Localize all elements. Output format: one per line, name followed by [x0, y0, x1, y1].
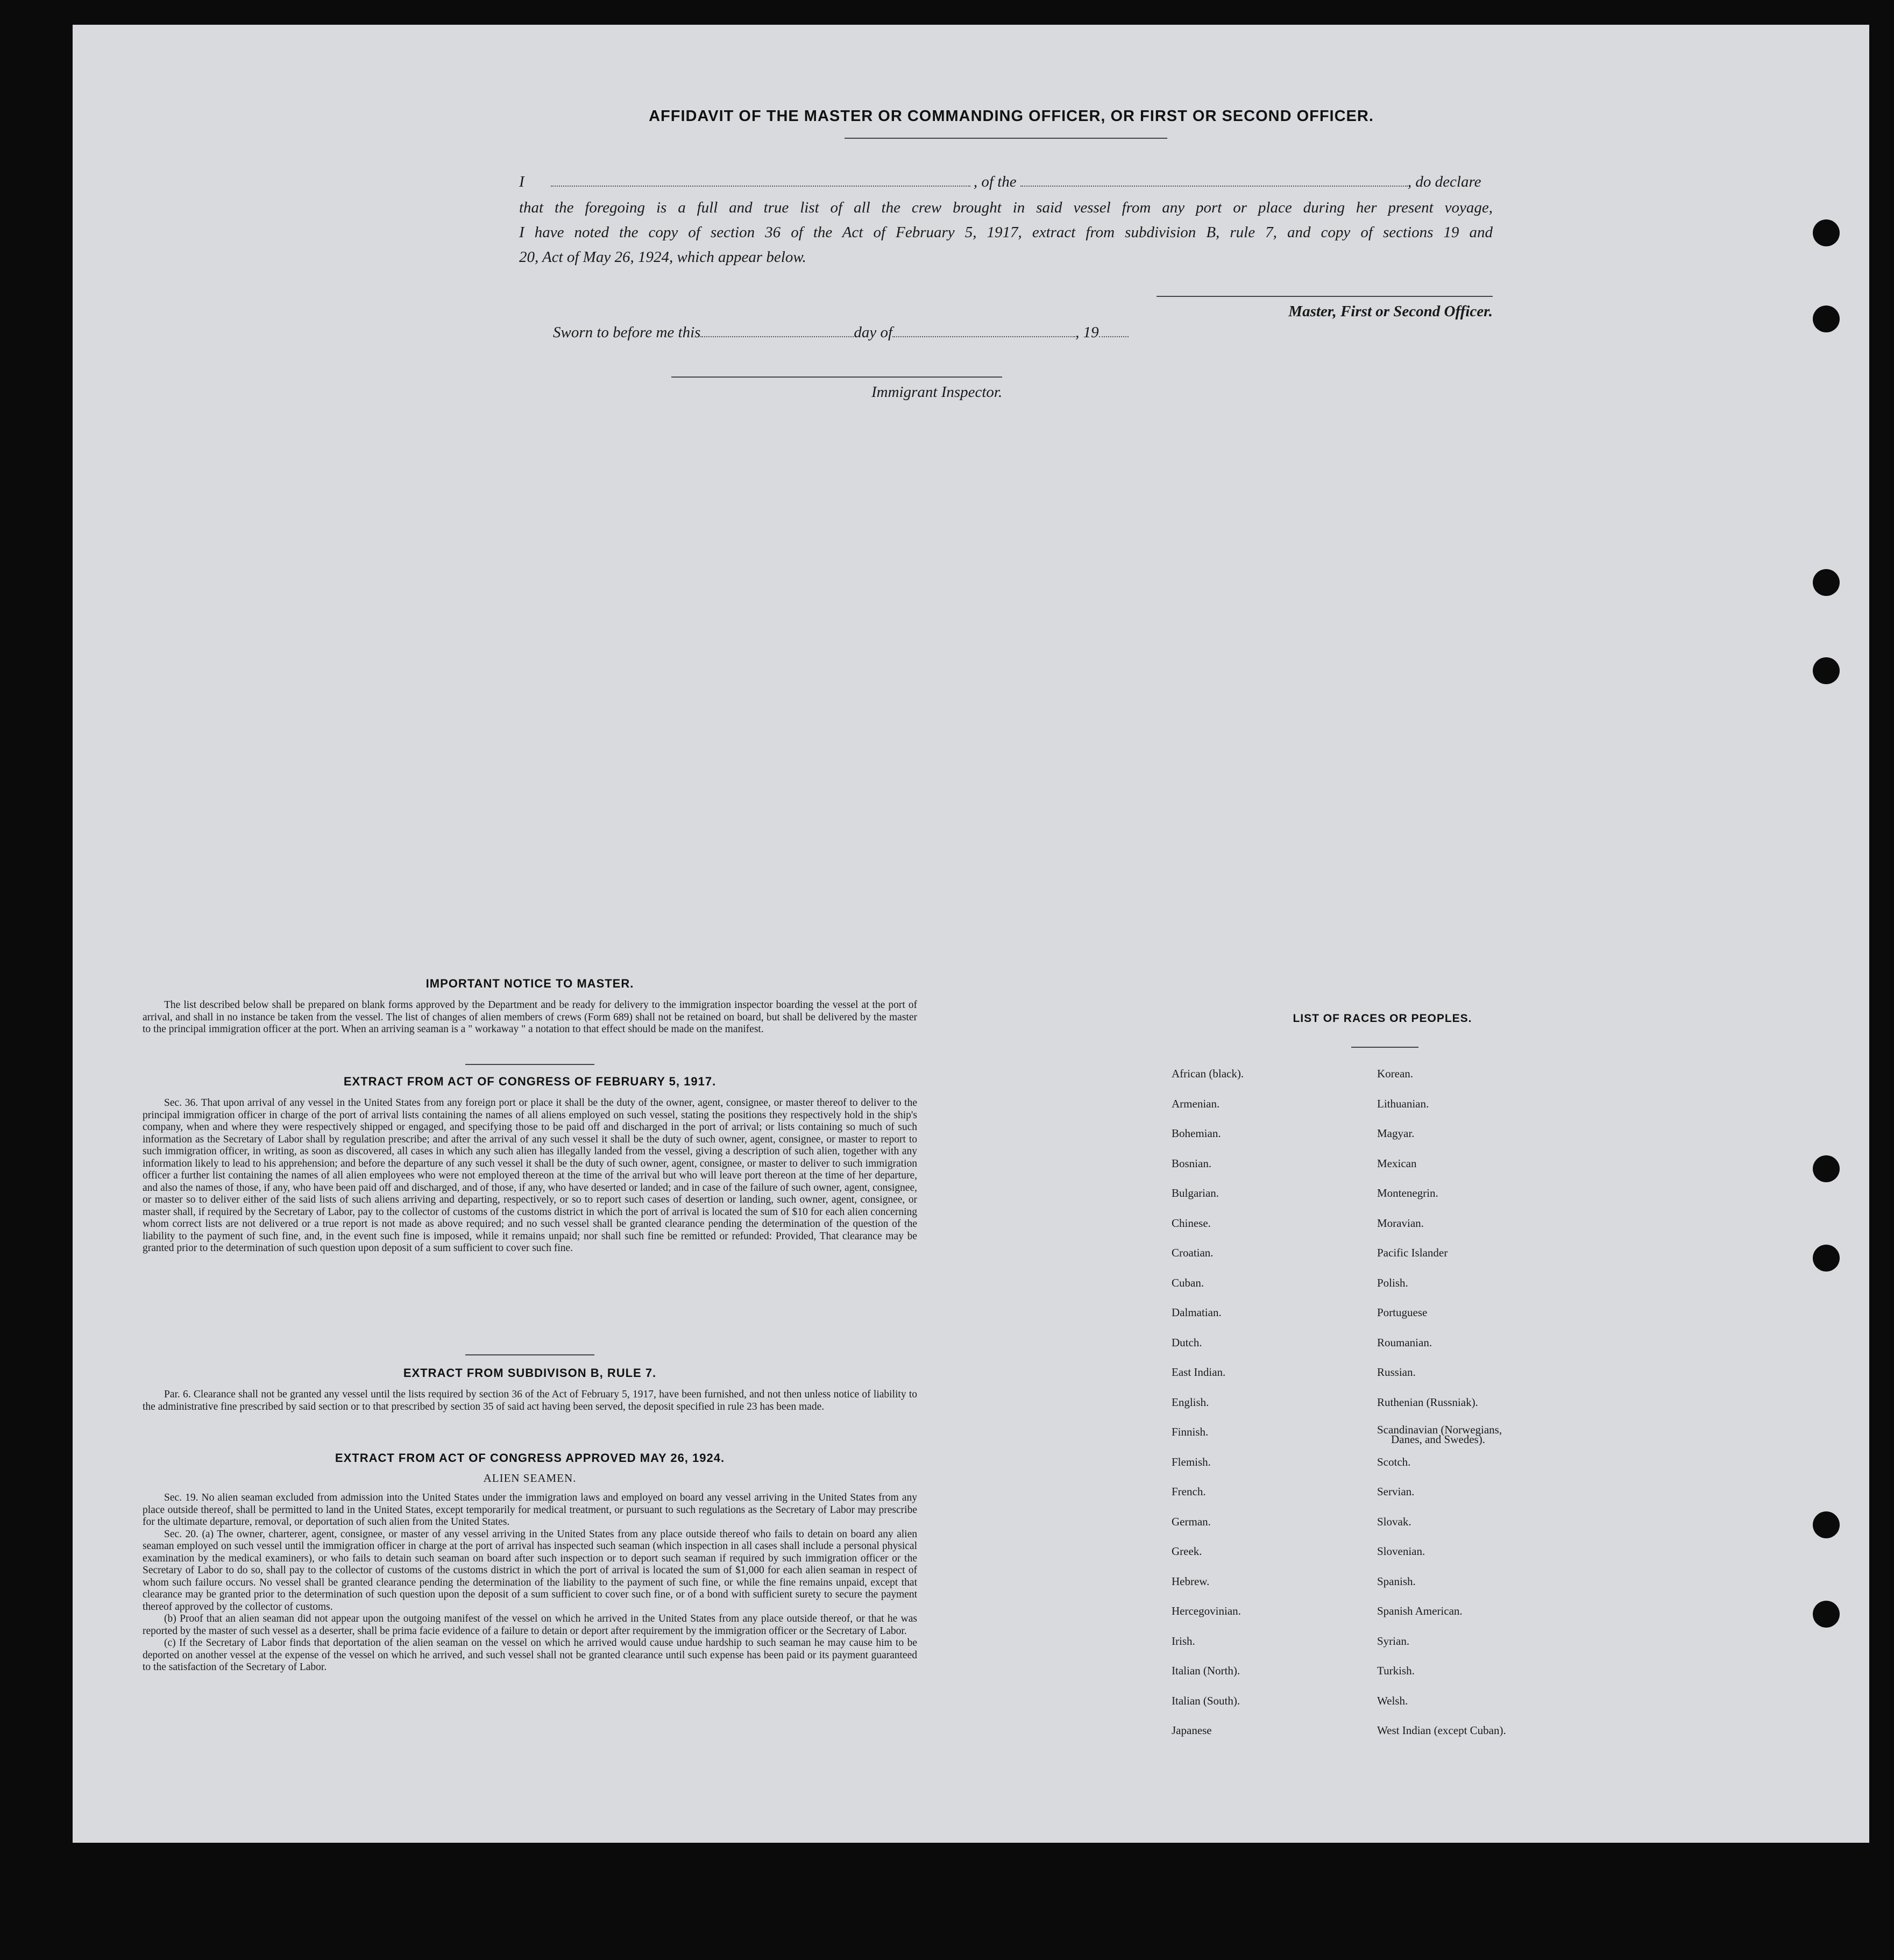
race-item: Portuguese	[1377, 1306, 1428, 1319]
notice-text	[143, 999, 917, 1036]
race-item: Pacific Islander	[1377, 1246, 1448, 1259]
race-item: Roumanian.	[1377, 1336, 1432, 1349]
race-item: Italian (South).	[1172, 1694, 1240, 1707]
race-item: Armenian.	[1172, 1097, 1220, 1110]
punch-hole	[1813, 1155, 1840, 1182]
sworn-year-field[interactable]	[1099, 336, 1129, 337]
race-item: Greek.	[1172, 1545, 1202, 1558]
race-item: Cuban.	[1172, 1276, 1204, 1289]
race-item: Moravian.	[1377, 1216, 1424, 1230]
race-item: Slovak.	[1377, 1515, 1411, 1528]
race-item: Bohemian.	[1172, 1127, 1221, 1140]
extract-1917-paragraph: Sec. 36. That upon arrival of any vessel in the United States from any foreign port or place it shall be the duty of the owner, agent, consignee, or master thereof to deliver to the principal immigration officer in charge of the port of arrival lists containing the names of all aliens employed on such vessel, stating the positions they respectively hold in the ship's company, when and where they were respectively shipped or engaged, and specifying those to be paid off and discharged in the port of arrival; or lists containing so much of such information as the Secretary of Labor shall by regulation prescribe; and after the arrival of any such vessel it shall be the duty of such owner, agent, consignee, or master to report to such immigration officer, in writing, as soon as discovered, all cases in which any such alien has illegally landed from the vessel, giving a description of such alien, together with any information likely to lead to his apprehension; and before the departure of any such vessel it shall be the duty of such owner, agent, consignee, or master to deliver to such immigration officer a further list containing the names of all alien employees who were not employed thereon at the time of the arrival but who will leave port thereon at the time of her departure, and also the names of those, if any, who have been paid off and discharged, and of those, if any, who have deserted or landed; and in case of the failure of such owner, agent, consignee, or master so to deliver either of the said lists of such aliens arriving and departing, respectively, or so to report such cases of desertion or landing, such owner, agent, consignee, or master shall, if required by the Secretary of Labor, pay to the collector of customs of the customs district in which the port of arrival is located the sum of $10 for each alien concerning whom correct lists are not delivered or a true report is not made as above required; and no such vessel shall be granted clearance pending the determination of the question of the liability to the payment of such fine, and, in the event such fine is imposed, while it remains unpaid; nor shall such fine be remitted or refunded: Provided, That clearance may be granted prior to the determination of such question upon deposit of a sum sufficient to cover such fine.	[143, 1097, 917, 1254]
punch-hole	[1813, 1245, 1840, 1272]
race-item: Korean.	[1377, 1067, 1414, 1080]
extract-1917-divider	[465, 1354, 594, 1355]
sec20a-paragraph: Sec. 20. (a) The owner, charterer, agent, consignee, or master of any vessel arriving in the United States from any place outside thereof who fails to detain on board any alien seaman employed on such vessel until the immigration officer in charge at the port of arrival has inspected such seaman (which inspection in all cases shall include a personal physical examination by the medical examiners), or who fails to detain such seaman on board after such inspection or to deport such seaman if required by such immigration officer or the Secretary of Labor to do so, shall pay to the collector of customs of the customs district in which the port of arrival is located the sum of $1,000 for each alien seaman in respect of whom such failure occurs. No vessel shall be granted clearance pending the determination of the liability to the payment of such fine, or while the fine remains unpaid, except that clearance may be granted prior to the determination of such question upon the deposit of a sum sufficient to cover such fine, or of a bond with sufficient surety to secure the payment thereof approved by the collector of customs.	[143, 1528, 917, 1613]
race-item: Servian.	[1377, 1485, 1415, 1498]
races-title: LIST OF RACES OR PEOPLES.	[1293, 1012, 1472, 1025]
race-item: Mexican	[1377, 1156, 1417, 1170]
race-item: Croatian.	[1172, 1246, 1214, 1259]
sworn-line	[553, 324, 1129, 342]
label-day-of: day of	[854, 324, 893, 341]
declare-text-2: that the foregoing is a full and true list of all the crew brought in said vessel from any port or place during her present voyage,	[519, 199, 1493, 216]
race-item: Polish.	[1377, 1276, 1408, 1289]
race-item: West Indian (except Cuban).	[1377, 1724, 1506, 1737]
race-item: Finnish.	[1172, 1425, 1209, 1438]
notice-paragraph: The list described below shall be prepared on blank forms approved by the Department and be ready for delivery to the immigration inspector boarding the vessel at the port of arrival, and shall in no instance be taken from the vessel. The list of changes of alien members of crews (Form 689) shall not be retained on board, but shall be delivered by the master to the principal immigration officer at the port. When an arriving seaman is a " workaway " a notation to that effect should be made on the manifest.	[143, 999, 917, 1035]
extract-1917-text	[143, 1097, 917, 1255]
label-i: I	[519, 173, 524, 190]
label-do-declare: , do declare	[1407, 173, 1481, 190]
sec20c-paragraph: (c) If the Secretary of Labor finds that deportation of the alien seaman on the vessel on which he arrived would cause undue hardship to such seaman he may cause him to be deported on another vessel at the expense of the vessel on which he arrived, and such vessel shall not be granted clearance until such expense has been paid or its payment guaranteed to the satisfaction of the Secretary of Labor.	[143, 1637, 917, 1673]
race-item: Dalmatian.	[1172, 1306, 1222, 1319]
race-item: Bulgarian.	[1172, 1187, 1219, 1199]
race-item: Slovenian.	[1377, 1545, 1425, 1558]
race-item: Flemish.	[1172, 1455, 1211, 1468]
sworn-month-field[interactable]	[892, 336, 1075, 337]
rule7-text	[143, 1389, 917, 1413]
punch-hole	[1813, 657, 1840, 684]
race-item: Spanish.	[1377, 1574, 1416, 1588]
inspector-signature-line[interactable]	[671, 377, 1002, 378]
race-item: Japanese	[1172, 1724, 1212, 1737]
race-item: English.	[1172, 1395, 1209, 1409]
notice-divider	[465, 1064, 594, 1065]
race-item: Italian (North).	[1172, 1664, 1240, 1677]
race-item: Syrian.	[1377, 1634, 1410, 1647]
punch-hole	[1813, 219, 1840, 246]
race-item: East Indian.	[1172, 1366, 1226, 1379]
rule7-paragraph: Par. 6. Clearance shall not be granted any vessel until the lists required by section 36 of the Act of February 5, 1917, have been furnished, and not then unless notice of liability to the administrative fine prescribed by said section or to that prescribed by section 35 of said act having been served, the deposit specified in rule 23 has been made.	[143, 1389, 917, 1412]
sworn-day-field[interactable]	[700, 336, 854, 337]
extract-1917-title: EXTRACT FROM ACT OF CONGRESS OF FEBRUARY 5, 1917.	[343, 1075, 717, 1088]
vessel-field[interactable]	[1020, 185, 1408, 187]
punch-hole	[1813, 1601, 1840, 1628]
label-sworn: Sworn to before me this	[553, 324, 701, 341]
declare-text-3: I have noted the copy of section 36 of the Act of February 5, 1917, extract from subdivision B, rule 7, and copy of sections 19 and	[519, 224, 1493, 241]
race-item: Ruthenian (Russniak).	[1377, 1395, 1478, 1409]
master-signature-label: Master, First or Second Officer.	[1288, 303, 1493, 320]
sec19-paragraph: Sec. 19. No alien seaman excluded from admission into the United States under the immigration laws and employed on board any vessel arriving in the United States from any place outside thereof, shall be permitted to land in the United States, except temporarily for medical treatment, or pursuant to such regulations as the Secretary of Labor may prescribe for the ultimate departure, removal, or deportation of such alien from the United States.	[143, 1492, 917, 1528]
race-item: Magyar.	[1377, 1127, 1415, 1140]
label-of-the: , of the	[973, 173, 1017, 190]
inspector-label: Immigrant Inspector.	[871, 384, 1003, 401]
label-year: , 19	[1075, 324, 1099, 341]
affidavit-title: AFFIDAVIT OF THE MASTER OR COMMANDING OFFICER, OR FIRST OR SECOND OFFICER.	[649, 108, 1374, 125]
race-item: Russian.	[1377, 1366, 1416, 1379]
race-item: Scotch.	[1377, 1455, 1411, 1468]
race-item: German.	[1172, 1515, 1211, 1528]
race-item: Bosnian.	[1172, 1156, 1212, 1170]
race-item: Montenegrin.	[1377, 1187, 1438, 1199]
extract-1924-title: EXTRACT FROM ACT OF CONGRESS APPROVED MAY 26, 1924.	[335, 1451, 725, 1465]
master-signature-line[interactable]	[1157, 296, 1493, 297]
race-item: Welsh.	[1377, 1694, 1408, 1707]
race-item-continuation: Danes, and Swedes).	[1391, 1433, 1485, 1446]
declare-text-4: 20, Act of May 26, 1924, which appear below.	[519, 248, 806, 266]
extract-1924-subtitle: ALIEN SEAMEN.	[483, 1472, 577, 1485]
extract-1924-text	[143, 1492, 917, 1674]
declare-line	[519, 173, 1493, 191]
race-item: Chinese.	[1172, 1216, 1211, 1230]
race-item: Lithuanian.	[1377, 1097, 1429, 1110]
race-item: Spanish American.	[1377, 1604, 1463, 1617]
races-divider	[1351, 1047, 1418, 1048]
race-item: Scandinavian (Norwegians,	[1377, 1423, 1502, 1436]
punch-hole	[1813, 306, 1840, 332]
sec20b-paragraph: (b) Proof that an alien seaman did not appear upon the outgoing manifest of the vessel on which he arrived in the United States from any place outside thereof, or that he was reported by the master of such vessel as a deserter, shall be prima facie evidence of a failure to detain or deport after requirement by the immigration officer or the Secretary of Labor.	[143, 1613, 917, 1637]
race-item: Turkish.	[1377, 1664, 1415, 1677]
name-field[interactable]	[551, 185, 970, 187]
punch-hole	[1813, 1511, 1840, 1538]
race-item: African (black).	[1172, 1067, 1244, 1080]
rule7-title: EXTRACT FROM SUBDIVISON B, RULE 7.	[403, 1366, 657, 1380]
race-item: Dutch.	[1172, 1336, 1202, 1349]
race-item: Hercegovinian.	[1172, 1604, 1241, 1617]
race-item: Irish.	[1172, 1634, 1195, 1647]
punch-hole	[1813, 569, 1840, 596]
race-item: Hebrew.	[1172, 1574, 1210, 1588]
title-divider	[845, 138, 1167, 139]
notice-title: IMPORTANT NOTICE TO MASTER.	[425, 977, 634, 990]
race-item: French.	[1172, 1485, 1206, 1498]
